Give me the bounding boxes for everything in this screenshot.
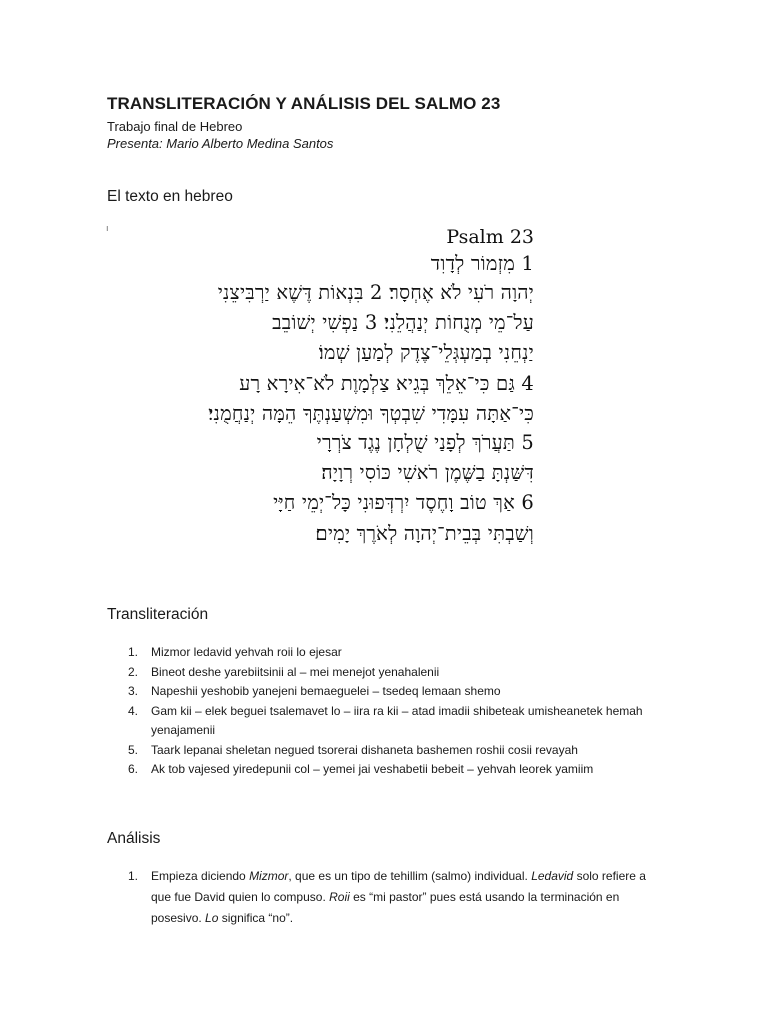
hebrew-line: יַנְחֵנִי בְמַעְגְּלֵי־צֶדֶק לְמַעַן שְׁמוֹ׃ bbox=[318, 341, 534, 364]
list-text: Gam kii – elek beguei tsalemavet lo – iira ra kii – atad imadii shibeteak umisheanetek hemah yenajamenii bbox=[151, 703, 643, 737]
analysis-heading: Análisis bbox=[107, 830, 161, 847]
list-number: 6. bbox=[128, 762, 139, 776]
hebrew-line: כִּי־אַתָּה עִמָּדִי שִׁבְטְךָ וּמִשְׁעַנְתֶּךָ הֵמָּה יְנַחֲמֻנִי׃ bbox=[208, 402, 534, 425]
hebrew-line: 6 אַךְ טוֹב וָחֶסֶד יִרְדְּפוּנִי כָּל־יְמֵי חַיָּי bbox=[273, 491, 534, 514]
italic-term: Ledavid bbox=[531, 869, 574, 883]
list-item bbox=[106, 643, 646, 663]
document-subtitle: Trabajo final de Hebreo bbox=[107, 119, 243, 134]
italic-term: Lo bbox=[205, 911, 219, 925]
list-item bbox=[106, 866, 646, 929]
document-title: TRANSLITERACIÓN Y ANÁLISIS DEL SALMO 23 bbox=[107, 94, 501, 113]
list-item bbox=[106, 663, 646, 683]
italic-term: Roii bbox=[329, 890, 350, 904]
hebrew-line: עַל־מֵי מְנֻחוֹת יְנַהֲלֵנִי׃ 3 נַפְשִׁי יְשׁוֹבֵב bbox=[272, 311, 534, 334]
list-text: Napeshii yeshobib yanejeni bemaeguelei – tsedeq lemaan shemo bbox=[151, 684, 501, 698]
analysis-list bbox=[106, 866, 646, 929]
list-number: 3. bbox=[128, 684, 139, 698]
list-text: Bineot deshe yarebiitsinii al – mei menejot yenahalenii bbox=[151, 664, 440, 679]
transliteration-list bbox=[106, 643, 646, 780]
hebrew-line: וְשַׁבְתִּי בְּבֵית־יְהוָה לְאֹרֶךְ יָמִים׃ bbox=[315, 522, 534, 545]
hebrew-line: 1 מִזְמוֹר לְדָוִד bbox=[430, 252, 534, 275]
list-number: 1. bbox=[128, 869, 139, 883]
list-item bbox=[106, 760, 646, 780]
list-number: 5. bbox=[128, 742, 139, 757]
list-text: Taark lepanai sheletan negued tsorerai dishaneta bashemen roshii cosii revayah bbox=[151, 742, 578, 757]
text-run: , que es un tipo de tehillim (salmo) individual. bbox=[288, 869, 532, 883]
list-number: 2. bbox=[128, 664, 139, 679]
hebrew-line: דִּשַּׁנְתָּ בַשֶּׁמֶן רֹאשִׁי כּוֹסִי רְוָיָה׃ bbox=[321, 461, 534, 484]
list-item bbox=[106, 741, 646, 761]
text-run: significa “no”. bbox=[218, 911, 294, 925]
hebrew-section-heading: El texto en hebreo bbox=[107, 188, 233, 205]
text-run: Empieza diciendo bbox=[151, 869, 250, 883]
list-number: 4. bbox=[128, 703, 139, 718]
presenter-line: Presenta: Mario Alberto Medina Santos bbox=[107, 136, 334, 151]
list-item bbox=[106, 682, 646, 702]
list-text: Mizmor ledavid yehvah roii lo ejesar bbox=[151, 645, 342, 659]
psalm-image-label: Psalm 23 bbox=[446, 226, 534, 248]
italic-term: Mizmor bbox=[249, 869, 289, 883]
analysis-text bbox=[151, 869, 646, 925]
list-text: Ak tob vajesed yiredepunii col – yemei jai veshabetii bebeit – yehvah leorek yamiim bbox=[151, 762, 594, 776]
image-anchor-mark: ı bbox=[106, 223, 109, 233]
text-run: solo refiere a que fue David quien lo compuso. bbox=[151, 869, 646, 904]
list-item bbox=[106, 702, 646, 741]
hebrew-line: 4 גַּם כִּי־אֵלֵךְ בְּגֵיא צַלְמָוֶת לֹא־אִירָא רָע bbox=[239, 372, 534, 395]
transliteration-heading: Transliteración bbox=[107, 606, 209, 623]
hebrew-line: 5 תַּעֲרֹךְ לְפָנַי שֻׁלְחָן נֶגֶד צֹרְרָי bbox=[316, 431, 534, 454]
list-number: 1. bbox=[128, 645, 139, 659]
text-run: es “mi pastor” pues está usando la terminación en posesivo. bbox=[151, 890, 620, 925]
hebrew-line: יְהוָה רֹעִי לֹא אֶחְסָר׃ 2 בִּנְאוֹת דֶּשֶׁא יַרְבִּיצֵנִי bbox=[217, 281, 534, 304]
psalm-hebrew-image bbox=[150, 222, 540, 562]
